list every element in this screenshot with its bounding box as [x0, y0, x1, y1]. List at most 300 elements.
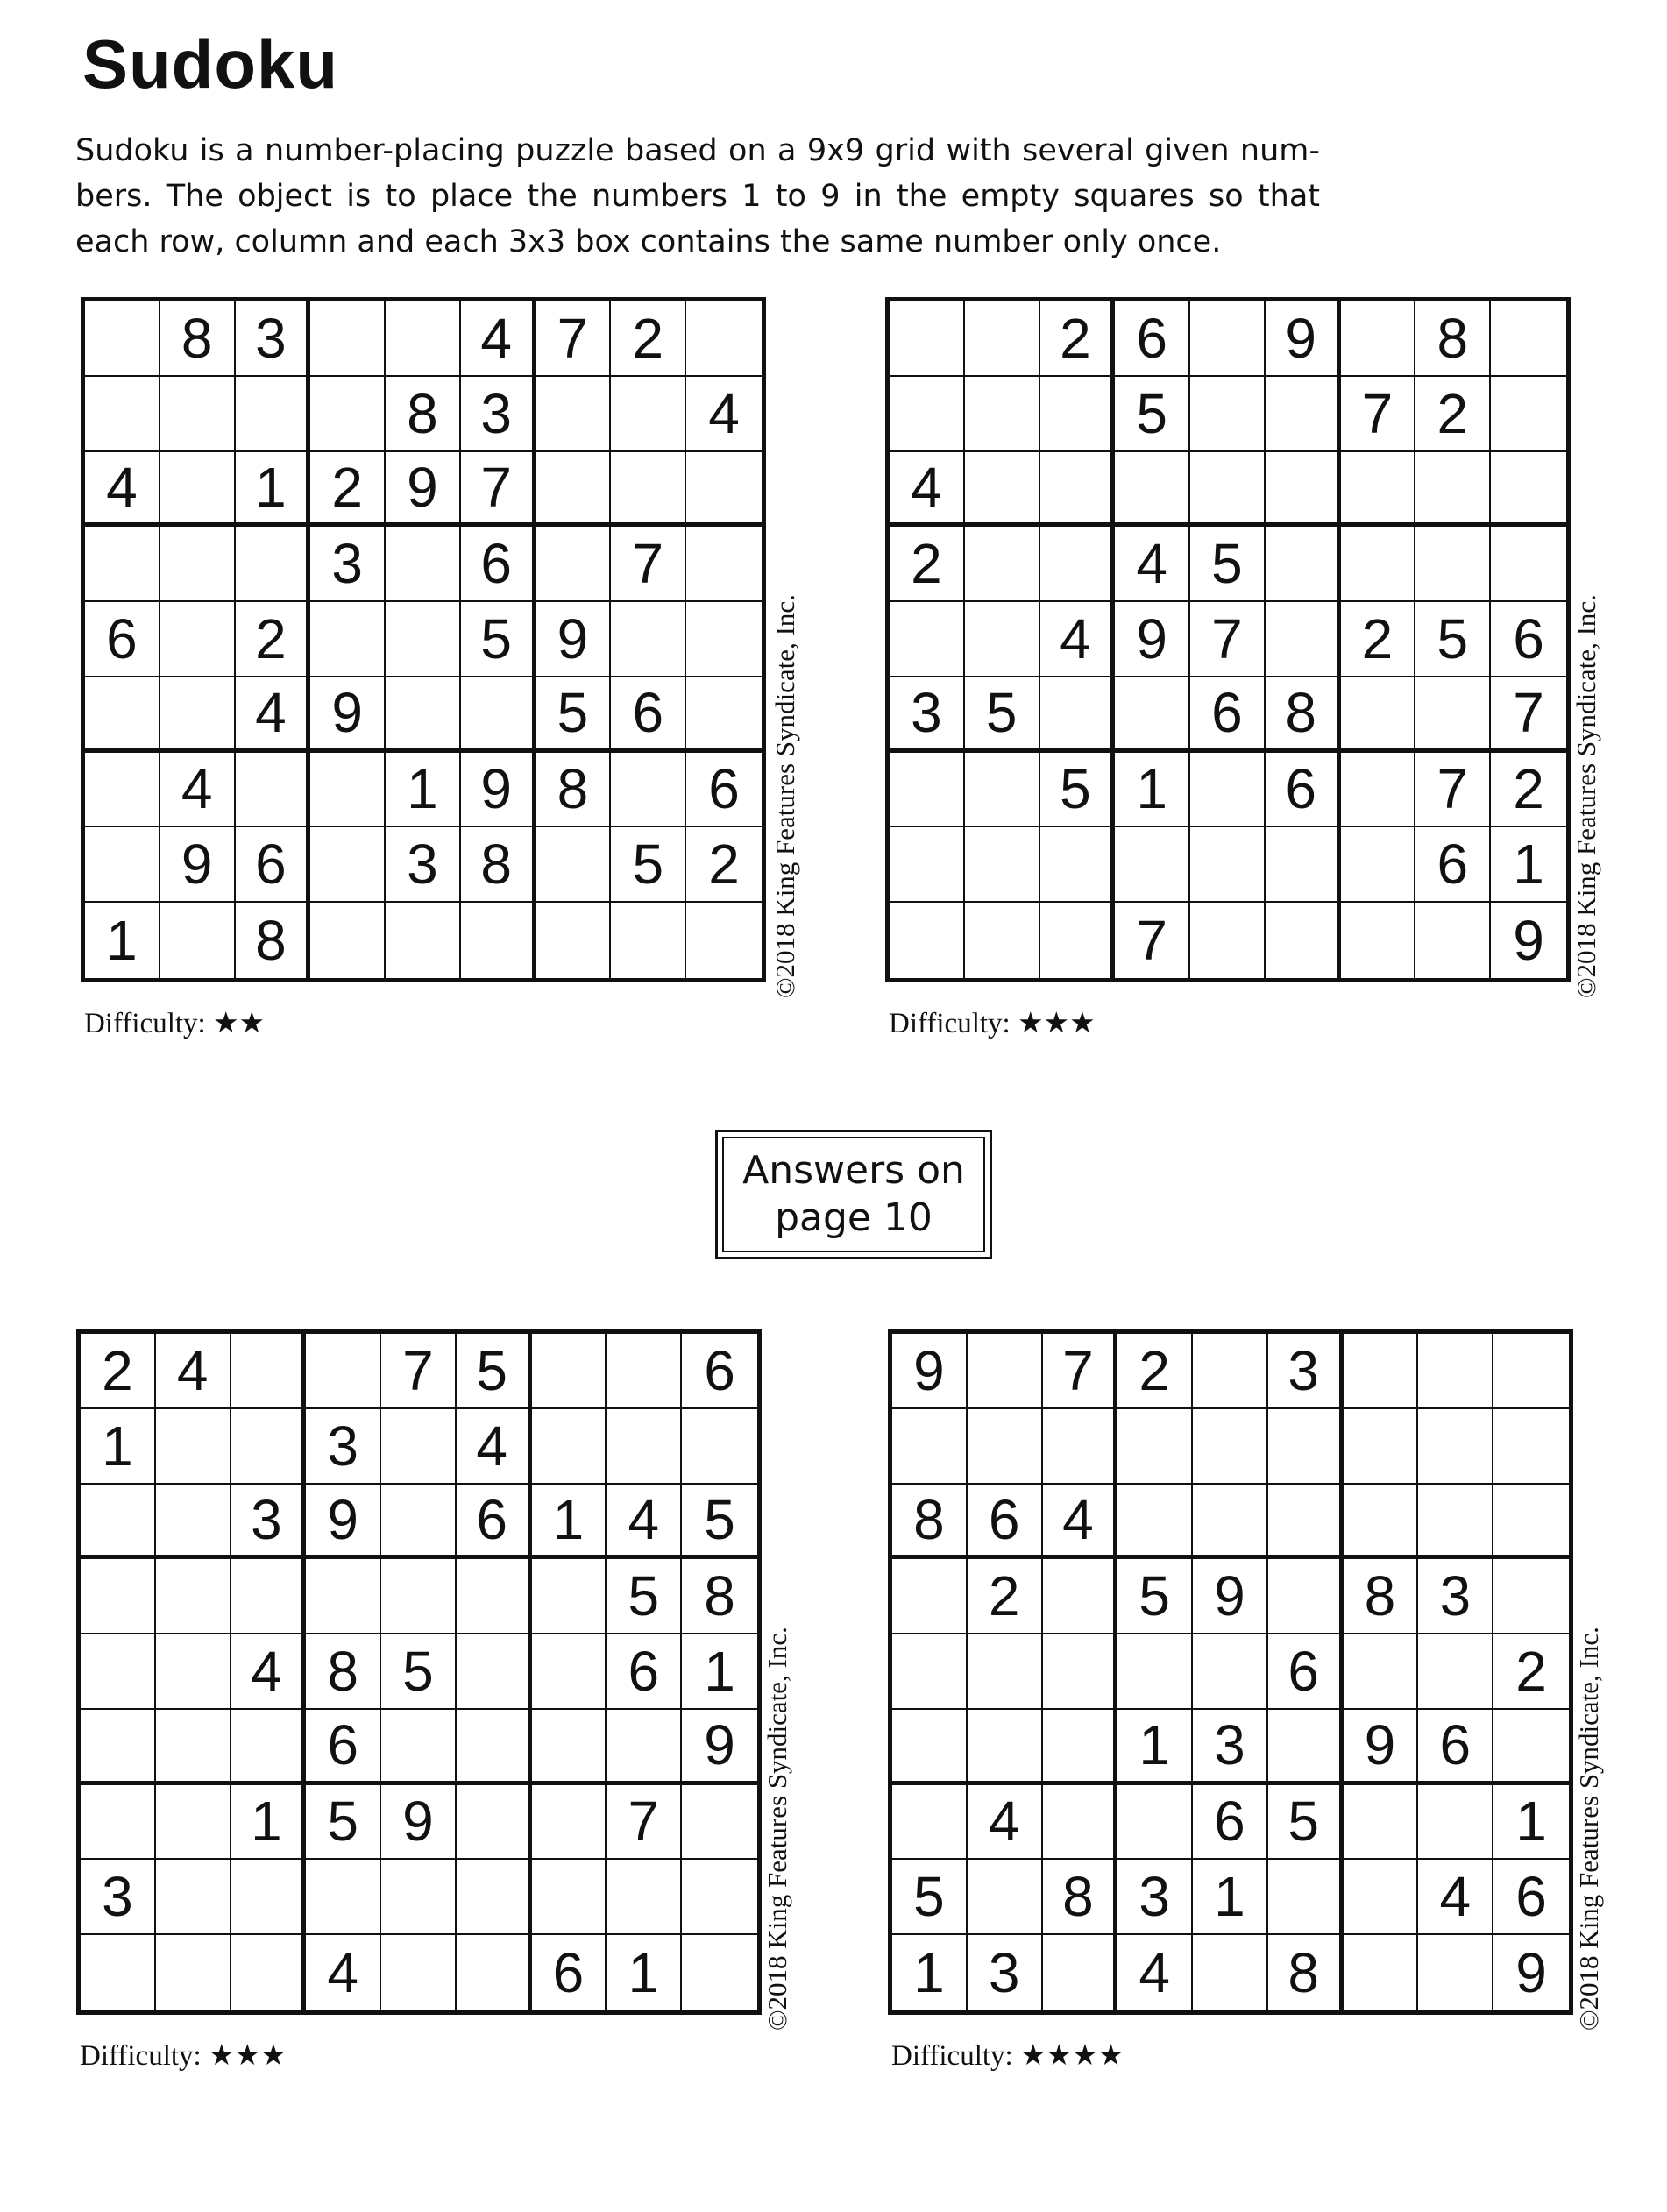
- sudoku-cell[interactable]: [892, 1634, 968, 1710]
- sudoku-cell[interactable]: [1493, 1485, 1569, 1560]
- sudoku-cell[interactable]: [890, 377, 965, 452]
- sudoku-cell[interactable]: 2: [686, 827, 762, 903]
- sudoku-cell[interactable]: [1491, 452, 1566, 528]
- sudoku-cell[interactable]: 5: [1040, 753, 1116, 828]
- sudoku-cell[interactable]: [457, 1634, 532, 1710]
- sudoku-cell[interactable]: [85, 827, 160, 903]
- sudoku-cell[interactable]: 9: [461, 753, 536, 828]
- sudoku-cell[interactable]: 8: [386, 377, 461, 452]
- sudoku-cell[interactable]: [381, 1935, 457, 2010]
- sudoku-cell[interactable]: [156, 1785, 231, 1861]
- sudoku-cell[interactable]: [1266, 827, 1341, 903]
- sudoku-cell[interactable]: [965, 602, 1040, 677]
- sudoku-cell[interactable]: 5: [1115, 377, 1190, 452]
- sudoku-cell[interactable]: [231, 1860, 307, 1935]
- sudoku-cell[interactable]: [968, 1710, 1043, 1785]
- sudoku-cell[interactable]: [1268, 1860, 1344, 1935]
- sudoku-cell[interactable]: [1418, 1785, 1493, 1861]
- sudoku-cell[interactable]: 3: [81, 1860, 156, 1935]
- sudoku-cell[interactable]: [381, 1485, 457, 1560]
- sudoku-cell[interactable]: [1418, 1409, 1493, 1485]
- sudoku-cell[interactable]: [1190, 452, 1266, 528]
- sudoku-cell[interactable]: [1266, 602, 1341, 677]
- sudoku-cell[interactable]: 7: [1043, 1334, 1118, 1409]
- sudoku-cell[interactable]: [1193, 1485, 1268, 1560]
- sudoku-cell[interactable]: [1193, 1634, 1268, 1710]
- sudoku-cell[interactable]: [532, 1409, 607, 1485]
- sudoku-cell[interactable]: 1: [1491, 827, 1566, 903]
- sudoku-cell[interactable]: 6: [1493, 1860, 1569, 1935]
- sudoku-cell[interactable]: 1: [1493, 1785, 1569, 1861]
- sudoku-cell[interactable]: [890, 753, 965, 828]
- sudoku-cell[interactable]: [1493, 1334, 1569, 1409]
- sudoku-cell[interactable]: 4: [156, 1334, 231, 1409]
- sudoku-cell[interactable]: 4: [607, 1485, 682, 1560]
- sudoku-cell[interactable]: [536, 903, 612, 978]
- sudoku-cell[interactable]: 5: [965, 677, 1040, 753]
- sudoku-cell[interactable]: 8: [1043, 1860, 1118, 1935]
- sudoku-cell[interactable]: [1344, 1785, 1419, 1861]
- sudoku-cell[interactable]: [965, 827, 1040, 903]
- sudoku-cell[interactable]: [686, 602, 762, 677]
- sudoku-cell[interactable]: [457, 1559, 532, 1634]
- sudoku-cell[interactable]: [611, 452, 686, 528]
- sudoku-cell[interactable]: 6: [457, 1485, 532, 1560]
- sudoku-cell[interactable]: [386, 903, 461, 978]
- sudoku-cell[interactable]: [532, 1860, 607, 1935]
- sudoku-cell[interactable]: 4: [85, 452, 160, 528]
- sudoku-cell[interactable]: 9: [682, 1710, 757, 1785]
- sudoku-cell[interactable]: [1493, 1559, 1569, 1634]
- sudoku-cell[interactable]: 9: [160, 827, 236, 903]
- sudoku-cell[interactable]: 2: [1415, 377, 1491, 452]
- sudoku-cell[interactable]: [231, 1409, 307, 1485]
- sudoku-cell[interactable]: [965, 527, 1040, 602]
- sudoku-cell[interactable]: [160, 602, 236, 677]
- sudoku-cell[interactable]: [1040, 903, 1116, 978]
- sudoku-cell[interactable]: [231, 1710, 307, 1785]
- sudoku-cell[interactable]: 1: [386, 753, 461, 828]
- sudoku-cell[interactable]: [1266, 527, 1341, 602]
- sudoku-cell[interactable]: 5: [1190, 527, 1266, 602]
- sudoku-cell[interactable]: [81, 1935, 156, 2010]
- sudoku-cell[interactable]: [1341, 903, 1416, 978]
- sudoku-cell[interactable]: [231, 1559, 307, 1634]
- sudoku-cell[interactable]: 6: [1190, 677, 1266, 753]
- sudoku-cell[interactable]: [1040, 677, 1116, 753]
- sudoku-cell[interactable]: [1117, 1485, 1193, 1560]
- sudoku-cell[interactable]: 8: [306, 1634, 381, 1710]
- sudoku-cell[interactable]: 2: [1040, 301, 1116, 377]
- sudoku-cell[interactable]: [965, 753, 1040, 828]
- sudoku-cell[interactable]: 6: [85, 602, 160, 677]
- sudoku-cell[interactable]: 6: [1193, 1785, 1268, 1861]
- sudoku-cell[interactable]: [85, 753, 160, 828]
- sudoku-cell[interactable]: [156, 1935, 231, 2010]
- sudoku-cell[interactable]: 2: [1493, 1634, 1569, 1710]
- sudoku-cell[interactable]: [1418, 1935, 1493, 2010]
- sudoku-cell[interactable]: [607, 1409, 682, 1485]
- sudoku-cell[interactable]: 7: [1491, 677, 1566, 753]
- sudoku-cell[interactable]: 3: [1193, 1710, 1268, 1785]
- sudoku-cell[interactable]: [457, 1860, 532, 1935]
- sudoku-cell[interactable]: 4: [231, 1634, 307, 1710]
- sudoku-cell[interactable]: 4: [890, 452, 965, 528]
- sudoku-cell[interactable]: [968, 1409, 1043, 1485]
- sudoku-cell[interactable]: [1344, 1860, 1419, 1935]
- sudoku-cell[interactable]: 3: [310, 527, 386, 602]
- sudoku-cell[interactable]: 3: [1117, 1860, 1193, 1935]
- sudoku-cell[interactable]: [890, 903, 965, 978]
- sudoku-cell[interactable]: [1341, 677, 1416, 753]
- sudoku-cell[interactable]: 8: [536, 753, 612, 828]
- sudoku-cell[interactable]: [1193, 1935, 1268, 2010]
- sudoku-cell[interactable]: 6: [611, 677, 686, 753]
- sudoku-cell[interactable]: [81, 1559, 156, 1634]
- sudoku-cell[interactable]: [1344, 1485, 1419, 1560]
- sudoku-cell[interactable]: [968, 1334, 1043, 1409]
- sudoku-cell[interactable]: 9: [381, 1785, 457, 1861]
- sudoku-cell[interactable]: [236, 753, 311, 828]
- sudoku-cell[interactable]: [156, 1860, 231, 1935]
- sudoku-cell[interactable]: 5: [682, 1485, 757, 1560]
- sudoku-cell[interactable]: [890, 827, 965, 903]
- sudoku-cell[interactable]: [1043, 1935, 1118, 2010]
- sudoku-cell[interactable]: 6: [306, 1710, 381, 1785]
- sudoku-cell[interactable]: 6: [1418, 1710, 1493, 1785]
- sudoku-cell[interactable]: [892, 1710, 968, 1785]
- sudoku-cell[interactable]: [1268, 1559, 1344, 1634]
- sudoku-cell[interactable]: [386, 602, 461, 677]
- sudoku-cell[interactable]: 9: [1344, 1710, 1419, 1785]
- sudoku-cell[interactable]: [306, 1860, 381, 1935]
- sudoku-cell[interactable]: 1: [682, 1634, 757, 1710]
- sudoku-cell[interactable]: [682, 1860, 757, 1935]
- sudoku-cell[interactable]: 9: [386, 452, 461, 528]
- sudoku-cell[interactable]: [160, 677, 236, 753]
- sudoku-cell[interactable]: [306, 1334, 381, 1409]
- sudoku-cell[interactable]: 1: [1115, 753, 1190, 828]
- sudoku-cell[interactable]: 3: [1268, 1334, 1344, 1409]
- sudoku-cell[interactable]: [1190, 827, 1266, 903]
- sudoku-cell[interactable]: [156, 1634, 231, 1710]
- sudoku-cell[interactable]: [1341, 527, 1416, 602]
- sudoku-cell[interactable]: [1341, 452, 1416, 528]
- sudoku-cell[interactable]: [310, 377, 386, 452]
- sudoku-cell[interactable]: 5: [306, 1785, 381, 1861]
- sudoku-cell[interactable]: 7: [1115, 903, 1190, 978]
- sudoku-cell[interactable]: [1117, 1409, 1193, 1485]
- sudoku-cell[interactable]: 8: [461, 827, 536, 903]
- sudoku-cell[interactable]: [1266, 377, 1341, 452]
- sudoku-cell[interactable]: 8: [236, 903, 311, 978]
- sudoku-cell[interactable]: [236, 527, 311, 602]
- sudoku-cell[interactable]: 7: [1190, 602, 1266, 677]
- sudoku-cell[interactable]: [1043, 1559, 1118, 1634]
- sudoku-cell[interactable]: 1: [1193, 1860, 1268, 1935]
- sudoku-cell[interactable]: [686, 677, 762, 753]
- sudoku-cell[interactable]: [160, 903, 236, 978]
- sudoku-cell[interactable]: [968, 1860, 1043, 1935]
- sudoku-cell[interactable]: 4: [160, 753, 236, 828]
- sudoku-cell[interactable]: 5: [607, 1559, 682, 1634]
- sudoku-cell[interactable]: [310, 903, 386, 978]
- sudoku-cell[interactable]: 1: [231, 1785, 307, 1861]
- sudoku-cell[interactable]: [1341, 753, 1416, 828]
- sudoku-cell[interactable]: [85, 527, 160, 602]
- sudoku-cell[interactable]: 3: [236, 301, 311, 377]
- sudoku-cell[interactable]: [310, 301, 386, 377]
- sudoku-cell[interactable]: [611, 903, 686, 978]
- sudoku-cell[interactable]: [1344, 1409, 1419, 1485]
- sudoku-cell[interactable]: [1043, 1710, 1118, 1785]
- sudoku-cell[interactable]: [160, 377, 236, 452]
- sudoku-cell[interactable]: [686, 527, 762, 602]
- sudoku-cell[interactable]: [457, 1935, 532, 2010]
- sudoku-cell[interactable]: [160, 527, 236, 602]
- sudoku-cell[interactable]: [310, 602, 386, 677]
- sudoku-cell[interactable]: [1117, 1634, 1193, 1710]
- sudoku-cell[interactable]: 4: [968, 1785, 1043, 1861]
- sudoku-cell[interactable]: [1115, 827, 1190, 903]
- sudoku-cell[interactable]: 4: [306, 1935, 381, 2010]
- sudoku-cell[interactable]: [1418, 1334, 1493, 1409]
- sudoku-cell[interactable]: [686, 452, 762, 528]
- sudoku-cell[interactable]: [611, 602, 686, 677]
- sudoku-cell[interactable]: 6: [682, 1334, 757, 1409]
- sudoku-cell[interactable]: 3: [231, 1485, 307, 1560]
- sudoku-cell[interactable]: [381, 1559, 457, 1634]
- sudoku-cell[interactable]: 2: [236, 602, 311, 677]
- sudoku-cell[interactable]: 9: [1115, 602, 1190, 677]
- sudoku-cell[interactable]: 8: [1344, 1559, 1419, 1634]
- sudoku-cell[interactable]: 6: [968, 1485, 1043, 1560]
- sudoku-cell[interactable]: [890, 301, 965, 377]
- sudoku-cell[interactable]: [1040, 827, 1116, 903]
- sudoku-cell[interactable]: 2: [1117, 1334, 1193, 1409]
- sudoku-cell[interactable]: 6: [532, 1935, 607, 2010]
- sudoku-cell[interactable]: 4: [461, 301, 536, 377]
- sudoku-cell[interactable]: [536, 377, 612, 452]
- sudoku-cell[interactable]: [1040, 527, 1116, 602]
- sudoku-cell[interactable]: [306, 1559, 381, 1634]
- sudoku-cell[interactable]: [965, 903, 1040, 978]
- sudoku-cell[interactable]: 1: [81, 1409, 156, 1485]
- sudoku-cell[interactable]: 4: [1040, 602, 1116, 677]
- sudoku-cell[interactable]: 5: [461, 602, 536, 677]
- sudoku-cell[interactable]: [607, 1860, 682, 1935]
- sudoku-cell[interactable]: [1190, 377, 1266, 452]
- sudoku-cell[interactable]: [892, 1409, 968, 1485]
- sudoku-cell[interactable]: [892, 1785, 968, 1861]
- sudoku-cell[interactable]: 4: [457, 1409, 532, 1485]
- sudoku-cell[interactable]: 1: [85, 903, 160, 978]
- sudoku-cell[interactable]: [968, 1634, 1043, 1710]
- sudoku-cell[interactable]: 4: [1418, 1860, 1493, 1935]
- sudoku-cell[interactable]: [1415, 527, 1491, 602]
- sudoku-cell[interactable]: [231, 1935, 307, 2010]
- sudoku-cell[interactable]: [1040, 452, 1116, 528]
- sudoku-cell[interactable]: [386, 677, 461, 753]
- sudoku-cell[interactable]: 7: [536, 301, 612, 377]
- sudoku-cell[interactable]: [1040, 377, 1116, 452]
- sudoku-cell[interactable]: 9: [1513, 909, 1544, 972]
- sudoku-cell[interactable]: 6: [1266, 753, 1341, 828]
- sudoku-cell[interactable]: 5: [1117, 1559, 1193, 1634]
- sudoku-cell[interactable]: 7: [611, 527, 686, 602]
- sudoku-cell[interactable]: 3: [461, 377, 536, 452]
- sudoku-cell[interactable]: [1268, 1710, 1344, 1785]
- sudoku-cell[interactable]: 7: [1341, 377, 1416, 452]
- sudoku-cell[interactable]: 4: [1115, 527, 1190, 602]
- sudoku-cell[interactable]: [81, 1710, 156, 1785]
- sudoku-cell[interactable]: [536, 452, 612, 528]
- sudoku-cell[interactable]: [81, 1634, 156, 1710]
- sudoku-cell[interactable]: [611, 753, 686, 828]
- sudoku-cell[interactable]: 6: [1415, 827, 1491, 903]
- sudoku-cell[interactable]: [965, 377, 1040, 452]
- sudoku-cell[interactable]: 2: [890, 527, 965, 602]
- sudoku-cell[interactable]: 3: [890, 677, 965, 753]
- sudoku-cell[interactable]: 2: [1341, 602, 1416, 677]
- sudoku-cell[interactable]: 1: [1117, 1710, 1193, 1785]
- sudoku-cell[interactable]: [1266, 903, 1341, 978]
- sudoku-cell[interactable]: 1: [607, 1935, 682, 2010]
- sudoku-cell[interactable]: [682, 1785, 757, 1861]
- sudoku-cell[interactable]: [381, 1860, 457, 1935]
- sudoku-cell[interactable]: 4: [1043, 1485, 1118, 1560]
- sudoku-cell[interactable]: [1491, 377, 1566, 452]
- sudoku-cell[interactable]: 6: [686, 753, 762, 828]
- sudoku-cell[interactable]: [85, 377, 160, 452]
- sudoku-cell[interactable]: [85, 677, 160, 753]
- sudoku-cell[interactable]: [1190, 903, 1266, 978]
- sudoku-cell[interactable]: 4: [686, 377, 762, 452]
- sudoku-cell[interactable]: 7: [461, 452, 536, 528]
- sudoku-cell[interactable]: 6: [1268, 1634, 1344, 1710]
- sudoku-cell[interactable]: [1268, 1485, 1344, 1560]
- sudoku-cell[interactable]: 8: [1268, 1935, 1344, 2010]
- sudoku-cell[interactable]: 3: [386, 827, 461, 903]
- sudoku-cell[interactable]: 6: [1115, 301, 1190, 377]
- sudoku-cell[interactable]: 1: [532, 1485, 607, 1560]
- sudoku-cell[interactable]: [160, 452, 236, 528]
- sudoku-cell[interactable]: 3: [1418, 1559, 1493, 1634]
- sudoku-cell[interactable]: [156, 1485, 231, 1560]
- sudoku-cell[interactable]: 3: [306, 1409, 381, 1485]
- sudoku-cell[interactable]: [1344, 1634, 1419, 1710]
- sudoku-cell[interactable]: 9: [892, 1334, 968, 1409]
- sudoku-cell[interactable]: [1493, 1710, 1569, 1785]
- sudoku-cell[interactable]: [536, 827, 612, 903]
- sudoku-cell[interactable]: 7: [1415, 753, 1491, 828]
- sudoku-cell[interactable]: [532, 1559, 607, 1634]
- sudoku-cell[interactable]: 1: [236, 452, 311, 528]
- sudoku-cell[interactable]: 8: [1266, 677, 1341, 753]
- sudoku-cell[interactable]: [1341, 827, 1416, 903]
- sudoku-cell[interactable]: [1418, 1485, 1493, 1560]
- sudoku-cell[interactable]: 6: [236, 827, 311, 903]
- sudoku-cell[interactable]: [1493, 1409, 1569, 1485]
- sudoku-cell[interactable]: [965, 301, 1040, 377]
- sudoku-cell[interactable]: [1491, 527, 1566, 602]
- sudoku-cell[interactable]: 2: [81, 1334, 156, 1409]
- sudoku-cell[interactable]: [1043, 1634, 1118, 1710]
- sudoku-cell[interactable]: [1115, 452, 1190, 528]
- sudoku-cell[interactable]: 9: [1193, 1559, 1268, 1634]
- sudoku-cell[interactable]: [1491, 301, 1566, 377]
- sudoku-cell[interactable]: [386, 527, 461, 602]
- sudoku-cell[interactable]: [1344, 1935, 1419, 2010]
- sudoku-cell[interactable]: [231, 1334, 307, 1409]
- sudoku-cell[interactable]: [532, 1785, 607, 1861]
- sudoku-cell[interactable]: [532, 1334, 607, 1409]
- sudoku-cell[interactable]: 8: [1415, 301, 1491, 377]
- sudoku-cell[interactable]: [386, 301, 461, 377]
- sudoku-cell[interactable]: [156, 1710, 231, 1785]
- sudoku-cell[interactable]: 9: [1515, 1941, 1547, 2004]
- sudoku-cell[interactable]: [1193, 1334, 1268, 1409]
- sudoku-cell[interactable]: [965, 452, 1040, 528]
- sudoku-cell[interactable]: 3: [968, 1935, 1043, 2010]
- sudoku-cell[interactable]: [607, 1710, 682, 1785]
- sudoku-cell[interactable]: [156, 1559, 231, 1634]
- sudoku-cell[interactable]: [81, 1485, 156, 1560]
- sudoku-cell[interactable]: [1117, 1785, 1193, 1861]
- sudoku-cell[interactable]: 4: [1117, 1935, 1193, 2010]
- sudoku-cell[interactable]: [1415, 903, 1491, 978]
- sudoku-cell[interactable]: [461, 677, 536, 753]
- sudoku-cell[interactable]: 9: [306, 1485, 381, 1560]
- sudoku-cell[interactable]: [532, 1710, 607, 1785]
- sudoku-cell[interactable]: 5: [892, 1860, 968, 1935]
- sudoku-cell[interactable]: [686, 301, 762, 377]
- sudoku-cell[interactable]: 9: [536, 602, 612, 677]
- sudoku-cell[interactable]: [236, 377, 311, 452]
- sudoku-cell[interactable]: [1344, 1334, 1419, 1409]
- sudoku-cell[interactable]: [890, 602, 965, 677]
- sudoku-cell[interactable]: [1341, 301, 1416, 377]
- sudoku-cell[interactable]: 5: [1268, 1785, 1344, 1861]
- sudoku-cell[interactable]: [1268, 1409, 1344, 1485]
- sudoku-cell[interactable]: 6: [461, 527, 536, 602]
- sudoku-cell[interactable]: [1193, 1409, 1268, 1485]
- sudoku-cell[interactable]: 2: [1491, 753, 1566, 828]
- sudoku-cell[interactable]: [156, 1409, 231, 1485]
- sudoku-cell[interactable]: [686, 903, 762, 978]
- sudoku-cell[interactable]: 7: [381, 1334, 457, 1409]
- sudoku-cell[interactable]: [1190, 301, 1266, 377]
- sudoku-cell[interactable]: [1190, 753, 1266, 828]
- sudoku-cell[interactable]: [532, 1634, 607, 1710]
- sudoku-cell[interactable]: 2: [310, 452, 386, 528]
- sudoku-cell[interactable]: [1043, 1785, 1118, 1861]
- sudoku-cell[interactable]: 6: [607, 1634, 682, 1710]
- sudoku-cell[interactable]: 5: [1415, 602, 1491, 677]
- sudoku-cell[interactable]: [310, 827, 386, 903]
- sudoku-cell[interactable]: [457, 1785, 532, 1861]
- sudoku-cell[interactable]: 9: [1266, 301, 1341, 377]
- sudoku-cell[interactable]: 8: [682, 1559, 757, 1634]
- sudoku-cell[interactable]: 8: [160, 301, 236, 377]
- sudoku-cell[interactable]: 5: [611, 827, 686, 903]
- sudoku-cell[interactable]: [85, 301, 160, 377]
- sudoku-cell[interactable]: 2: [611, 301, 686, 377]
- sudoku-cell[interactable]: [607, 1334, 682, 1409]
- sudoku-cell[interactable]: [1266, 452, 1341, 528]
- sudoku-cell[interactable]: 5: [536, 677, 612, 753]
- sudoku-cell[interactable]: [1418, 1634, 1493, 1710]
